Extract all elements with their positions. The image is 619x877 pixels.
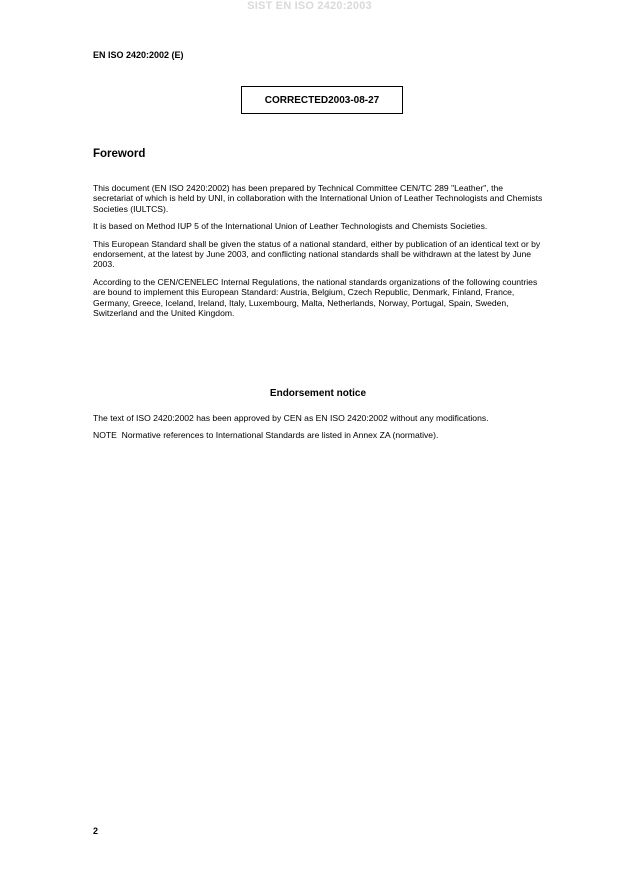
foreword-paragraph: According to the CEN/CENELEC Internal Regulations, the national standards organizations of the following countries are bound to implement this European Standard: Austria, Belgium, Czech Republic, Denmark, Finland, France, Germany, Greece, Iceland, Ireland, Italy, Luxembourg, Malta, Netherlands, Norway, Portugal, Spain, Sweden, Switzerland and the United Kingdom. xyxy=(93,276,538,319)
foreword-paragraph: This document (EN ISO 2420:2002) has been prepared by Technical Committee CEN/TC 289 "Leather", the secretariat of which is held by UNI, in collaboration with the International Union of Leather Technologists and Chemists Societies (IULTCS). xyxy=(93,183,543,214)
foreword-heading: Foreword xyxy=(93,148,146,160)
document-id: EN ISO 2420:2002 (E) xyxy=(93,50,184,60)
endorsement-heading: Endorsement notice xyxy=(269,388,367,399)
corrected-label: CORRECTED xyxy=(264,94,329,106)
foreword-paragraph: This European Standard shall be given the status of a national standard, either by publication of an identical text or by endorsement, at the latest by June 2003, and conflicting national standards shall be withdrawn at the latest by June 2003. xyxy=(93,238,541,270)
corrected-date: 2003-08-27 xyxy=(328,94,380,106)
endorsement-paragraph: The text of ISO 2420:2002 has been approved by CEN as EN ISO 2420:2002 without any modifications. xyxy=(93,413,489,423)
endorsement-body xyxy=(93,413,543,448)
watermark: SIST EN ISO 2420:2003 xyxy=(247,0,372,12)
page-number: 2 xyxy=(93,826,99,836)
foreword-paragraph: It is based on Method IUP 5 of the International Union of Leather Technologists and Chemists Societies. xyxy=(93,221,488,232)
note-paragraph: NOTE Normative references to International Standards are listed in Annex ZA (normative). xyxy=(93,430,439,441)
foreword-body xyxy=(93,183,543,325)
corrected-box xyxy=(241,86,403,114)
